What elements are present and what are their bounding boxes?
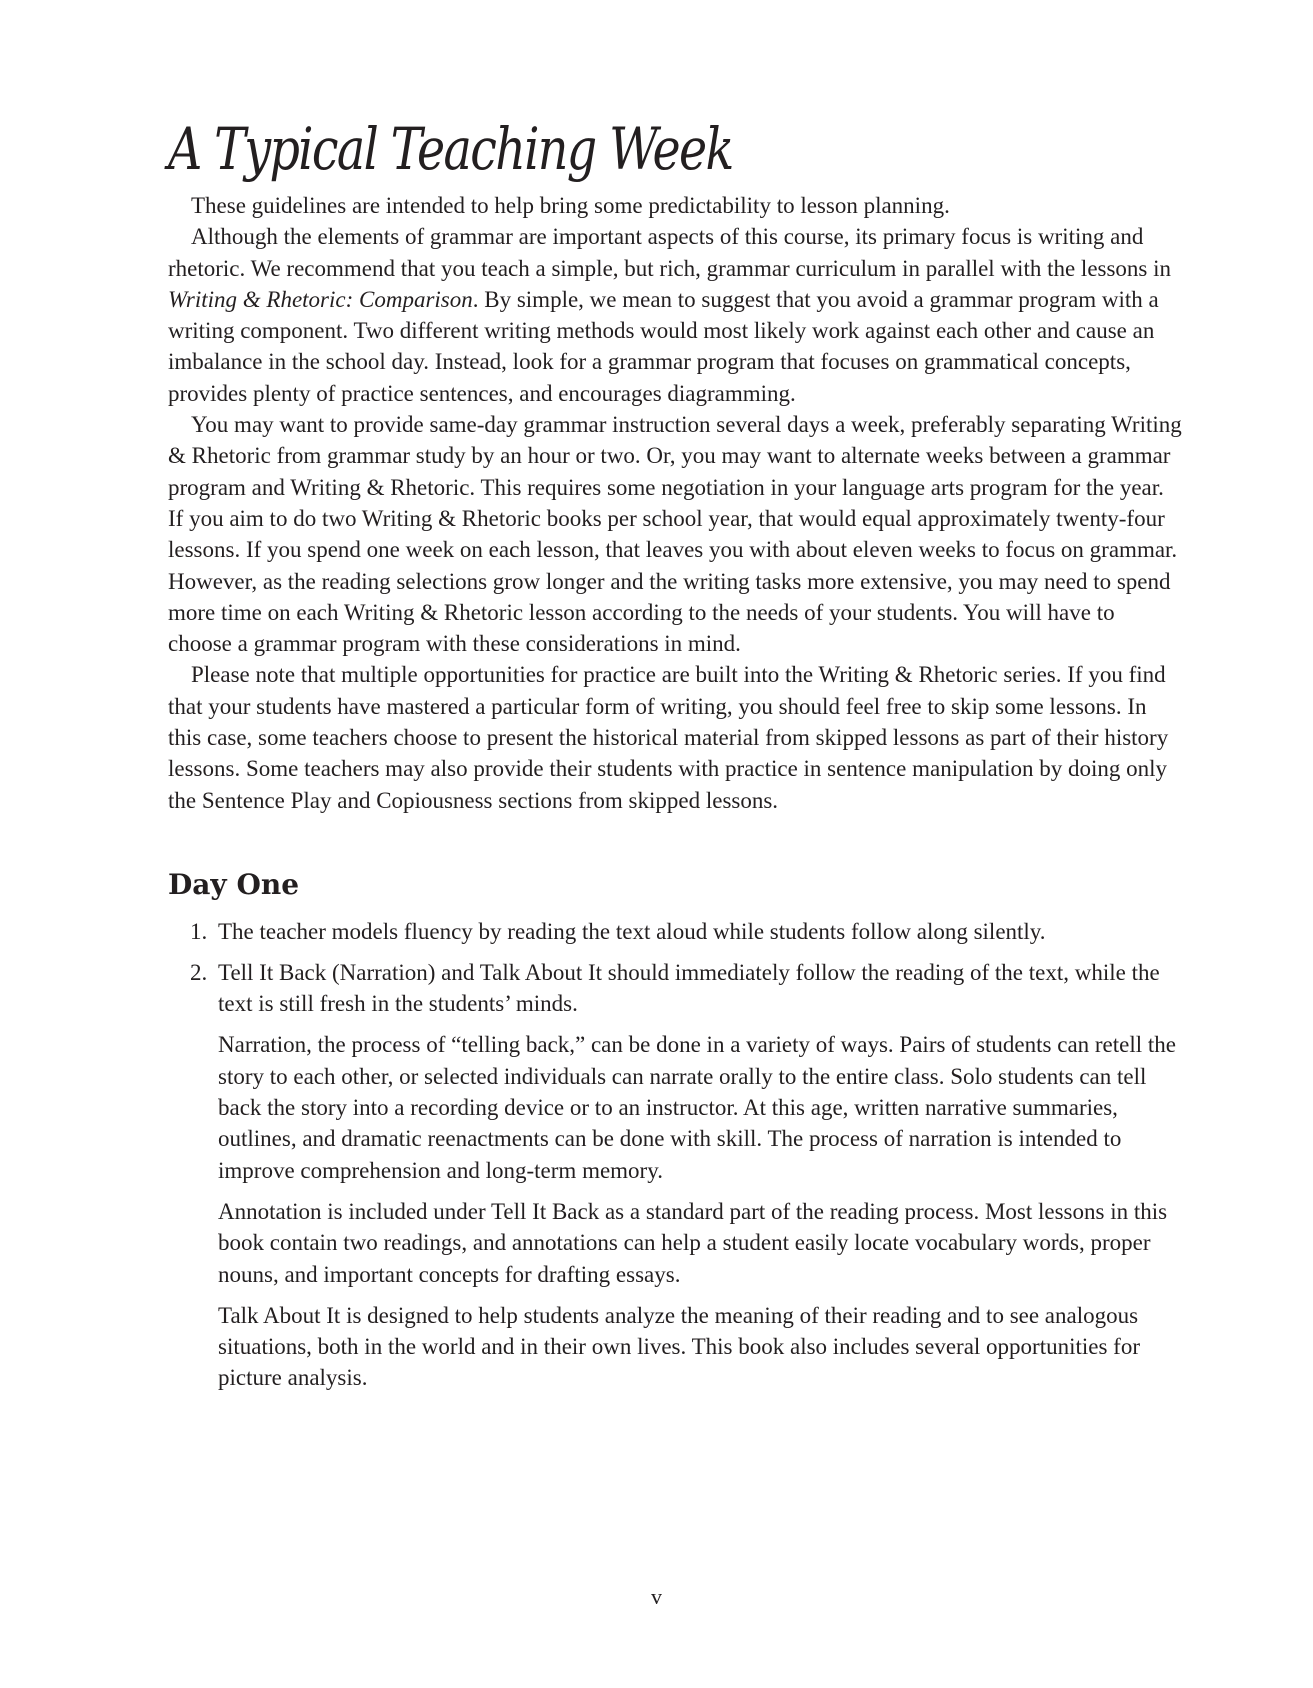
intro-paragraph-2-text-start: Although the elements of grammar are important aspects of this course, its primary focus is writing and rhetoric. We recommend that you teach a simple, but rich, grammar curriculum in parallel with the lessons in — [168, 224, 1172, 281]
step-1-number: 1. — [190, 918, 208, 944]
intro-paragraph-2-text-end: . By simple, we mean to suggest that you avoid a grammar program with a writing component. Two different writing methods would most likely work against each other and cause an imbalance in the school day. Instead, look for a grammar program that focuses on grammatical concepts, provides plenty of practice sentences, and encourages diagramming. — [168, 286, 1159, 406]
intro-section — [168, 190, 1184, 816]
step-2-number: 2. — [190, 959, 208, 985]
step-2-text: Tell It Back (Narration) and Talk About It should immediately follow the reading of the text, while the text is still fresh in the students’ minds. — [218, 959, 1160, 1017]
day-one-steps — [168, 916, 1184, 1020]
intro-paragraph-4 — [168, 659, 1184, 815]
book-title-italic: Writing & Rhetoric: Comparison — [168, 286, 473, 312]
intro-paragraph-3-text: You may want to provide same-day grammar instruction several days a week, preferably separating Writing & Rhetoric from grammar study by an hour or two. Or, you may want to alternate weeks between a grammar program and Writing & Rhetoric. This requires some negotiation in your language arts program for the year. If you aim to do two Writing & Rhetoric books per school year, that would equal approximately twenty-four lessons. If you spend one week on each lesson, that leaves you with about eleven weeks to focus on grammar. However, as the reading selections grow longer and the writing tasks more extensive, you may need to spend more time on each Writing & Rhetoric lesson according to the needs of your students. You will have to choose a grammar program with these considerations in mind. — [168, 412, 1182, 657]
talk-about-it-paragraph: Talk About It is designed to help students analyze the meaning of their reading and to see analogous situations, both in the world and in their own lives. This book also includes several opportunities for picture analysis. — [218, 1302, 1140, 1391]
annotation-paragraph: Annotation is included under Tell It Back as a standard part of the reading process. Most lessons in this book contain two readings, and annotations can help a student easily locate vocabulary words, proper nouns, and important concepts for drafting essays. — [218, 1198, 1168, 1287]
intro-paragraph-2 — [168, 221, 1184, 409]
intro-paragraph-1 — [168, 190, 1184, 221]
day-one-heading: Day One — [168, 867, 300, 901]
step-1 — [168, 916, 1184, 947]
intro-paragraph-4-text: Please note that multiple opportunities for practice are built into the Writing & Rhetoric series. If you find that your students have mastered a particular form of writing, you should feel free to skip some lessons. In this case, some teachers choose to present the historical material from skipped lessons as part of their history lessons. Some teachers may also provide their students with practice in sentence manipulation by doing only the Sentence Play and Copiousness sections from skipped lessons. — [168, 662, 1169, 813]
narration-paragraph: Narration, the process of “telling back,” can be done in a variety of ways. Pairs of students can retell the story to each other, or selected individuals can narrate orally to the entire class. Solo students can tell back the story into a recording device or to an instructor. At this age, written narrative summaries, outlines, and dramatic reenactments can be done with skill. The process of narration is intended to improve comprehension and long-term memory. — [218, 1032, 1176, 1183]
page-number: v — [651, 1584, 662, 1609]
intro-paragraph-1-text: These guidelines are intended to help bring some predictability to lesson planning. — [191, 193, 950, 218]
page-content — [168, 115, 1184, 1404]
intro-paragraph-3 — [168, 409, 1184, 659]
step-1-text: The teacher models fluency by reading the text aloud while students follow along silently. — [218, 918, 1046, 944]
step-2 — [168, 957, 1184, 1020]
page-title: A Typical Teaching Week — [168, 115, 733, 183]
